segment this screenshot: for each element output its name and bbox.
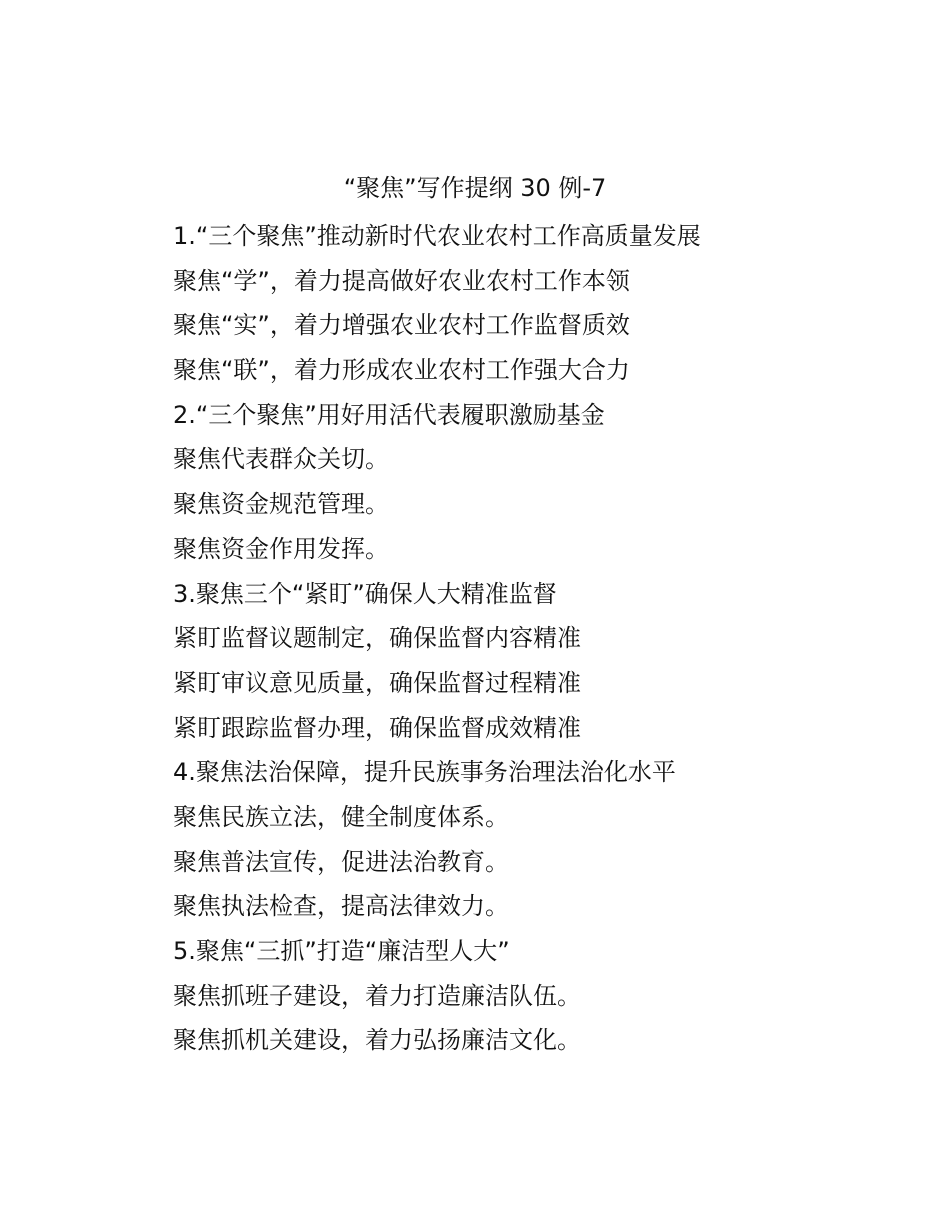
outline-heading-5: 5.聚焦“三抓”打造“廉洁型人大” (173, 937, 510, 965)
outline-item: 紧盯跟踪监督办理，确保监督成效精准 (173, 713, 581, 742)
outline-item: 聚焦普法宣传，促进法治教育。 (173, 847, 509, 876)
outline-item: 聚焦资金作用发挥。 (173, 534, 389, 563)
outline-item: 聚焦执法检查，提高法律效力。 (173, 892, 509, 921)
outline-heading-3: 3.聚焦三个“紧盯”确保人大精准监督 (173, 579, 557, 608)
outline-heading-4: 4.聚焦法治保障，提升民族事务治理法治化水平 (173, 758, 676, 787)
outline-item: 聚焦“实”，着力增强农业农村工作监督质效 (173, 311, 630, 340)
document-title: “聚焦”写作提纲 30 例-7 (343, 174, 607, 202)
outline-item: 聚焦“联”，着力形成农业农村工作强大合力 (173, 356, 630, 385)
outline-item: 聚焦民族立法，健全制度体系。 (173, 802, 509, 831)
outline-item: 聚焦抓班子建设，着力打造廉洁队伍。 (173, 981, 581, 1010)
outline-item: 紧盯监督议题制定，确保监督内容精准 (173, 624, 581, 653)
outline-item: 聚焦代表群众关切。 (173, 445, 389, 474)
outline-heading-2: 2.“三个聚焦”用好用活代表履职激励基金 (173, 400, 605, 429)
outline-item: 聚焦“学”，着力提高做好农业农村工作本领 (173, 266, 630, 295)
outline-list (173, 214, 793, 1063)
outline-item: 聚焦资金规范管理。 (173, 490, 389, 519)
outline-heading-1: 1.“三个聚焦”推动新时代农业农村工作高质量发展 (173, 222, 701, 250)
outline-item: 紧盯审议意见质量，确保监督过程精准 (173, 668, 581, 697)
outline-item: 聚焦抓机关建设，着力弘扬廉洁文化。 (173, 1026, 581, 1055)
